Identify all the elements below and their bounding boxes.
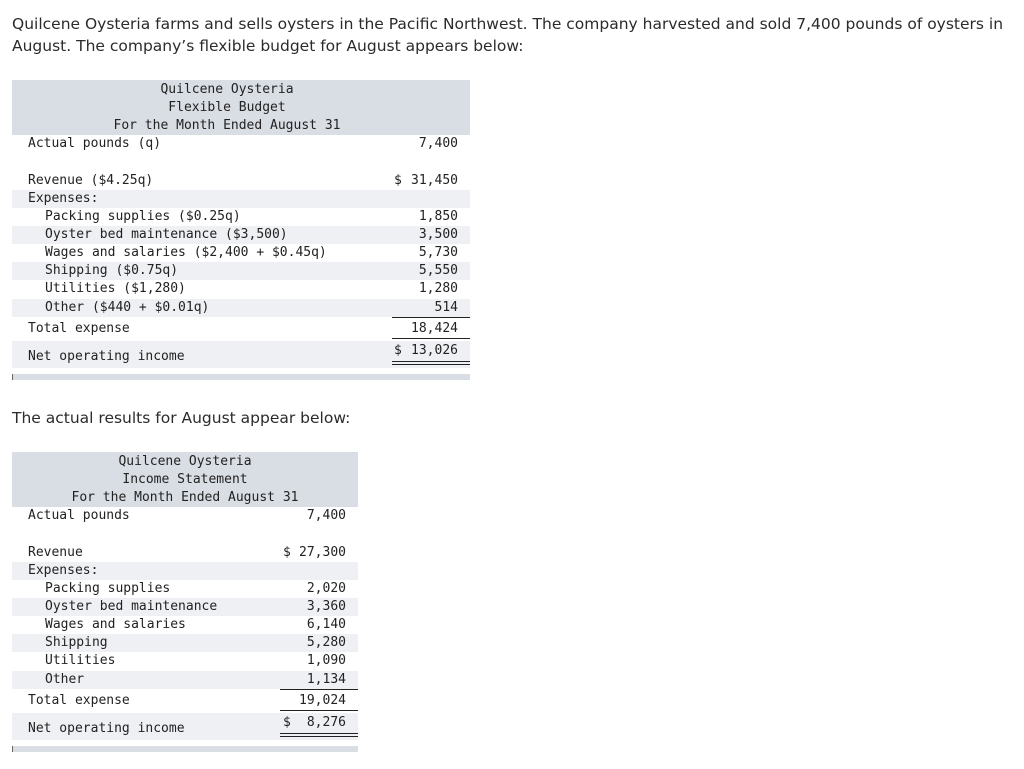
actual-item-value: 6,140 [306, 617, 346, 632]
actual-item-value: 3,360 [306, 599, 346, 614]
actual-pounds-label: Actual pounds [28, 508, 130, 523]
actual-net-double-underline [280, 736, 358, 737]
flex-net-double-underline [392, 361, 470, 362]
actual-net-income-dollar: $ [283, 715, 291, 730]
actual-company-name: Quilcene Oysteria [118, 454, 252, 469]
flex-item-label: Shipping ($0.75q) [45, 263, 179, 278]
actual-item-label: Other [45, 672, 85, 687]
actual-net-income-label: Net operating income [28, 721, 185, 736]
flexible-budget-table [12, 80, 470, 382]
actual-item-label: Utilities [45, 653, 116, 668]
flex-item-value: 514 [434, 300, 458, 315]
flex-other-underline [392, 317, 470, 318]
actual-revenue-dollar: $ [283, 545, 291, 560]
actual-total-expense-value: 19,024 [299, 693, 346, 708]
actual-period: For the Month Ended August 31 [71, 490, 299, 505]
flex-total-expense-label: Total expense [28, 321, 130, 336]
flex-net-income-label: Net operating income [28, 349, 185, 364]
flex-company-name: Quilcene Oysteria [160, 82, 294, 97]
actual-net-double-underline [280, 733, 358, 734]
flex-item-label: Utilities ($1,280) [45, 281, 186, 296]
flex-statement-title: Flexible Budget [168, 100, 286, 115]
flex-item-label: Wages and salaries ($2,400 + $0.45q) [45, 245, 327, 260]
flex-total-underline [392, 338, 470, 339]
actual-revenue-label: Revenue [28, 545, 83, 560]
flex-revenue-value: 31,450 [411, 173, 458, 188]
actual-total-underline [280, 710, 358, 711]
intro-paragraph: Quilcene Oysteria farms and sells oysters in the Pacific Northwest. The company harvested and sold 7,400 pounds of oysters in August. The company’s flexible budget for August appears below: [12, 15, 1004, 55]
actual-item-value: 1,090 [306, 653, 346, 668]
actual-item-label: Shipping [45, 635, 108, 650]
actual-item-label: Wages and salaries [45, 617, 186, 632]
flex-item-value: 5,550 [418, 263, 458, 278]
actual-item-label: Packing supplies [45, 581, 171, 596]
actual-pounds-value: 7,400 [306, 508, 346, 523]
flex-net-income-value: 13,026 [411, 343, 458, 358]
actual-expenses-label: Expenses: [28, 563, 99, 578]
flex-revenue-dollar: $ [394, 173, 402, 188]
flex-item-value: 1,280 [418, 281, 458, 296]
flex-item-value: 3,500 [418, 227, 458, 242]
flex-table-footer [12, 374, 470, 380]
flex-actual-pounds-label: Actual pounds (q) [28, 136, 162, 151]
flex-expenses-label: Expenses: [28, 191, 99, 206]
actual-revenue-value: 27,300 [299, 545, 346, 560]
actual-other-underline [280, 689, 358, 690]
actual-item-value: 5,280 [306, 635, 346, 650]
flex-item-label: Packing supplies ($0.25q) [45, 209, 241, 224]
actual-table-footer [12, 746, 358, 752]
flex-net-income-dollar: $ [394, 343, 402, 358]
flex-period: For the Month Ended August 31 [113, 118, 341, 133]
flex-item-value: 5,730 [418, 245, 458, 260]
flex-total-expense-value: 18,424 [411, 321, 458, 336]
flex-item-label: Oyster bed maintenance ($3,500) [45, 227, 288, 242]
actual-total-expense-label: Total expense [28, 693, 130, 708]
actual-statement-title: Income Statement [122, 472, 248, 487]
income-statement-table [12, 452, 358, 754]
actual-item-value: 2,020 [306, 581, 346, 596]
actual-net-income-value: 8,276 [306, 715, 346, 730]
actual-item-label: Oyster bed maintenance [45, 599, 218, 614]
actual-item-value: 1,134 [306, 672, 346, 687]
flex-item-value: 1,850 [418, 209, 458, 224]
flex-revenue-label: Revenue ($4.25q) [28, 173, 154, 188]
actual-results-paragraph: The actual results for August appear below: [12, 409, 351, 427]
flex-net-double-underline [392, 364, 470, 365]
flex-actual-pounds-value: 7,400 [418, 136, 458, 151]
flex-item-label: Other ($440 + $0.01q) [45, 300, 210, 315]
